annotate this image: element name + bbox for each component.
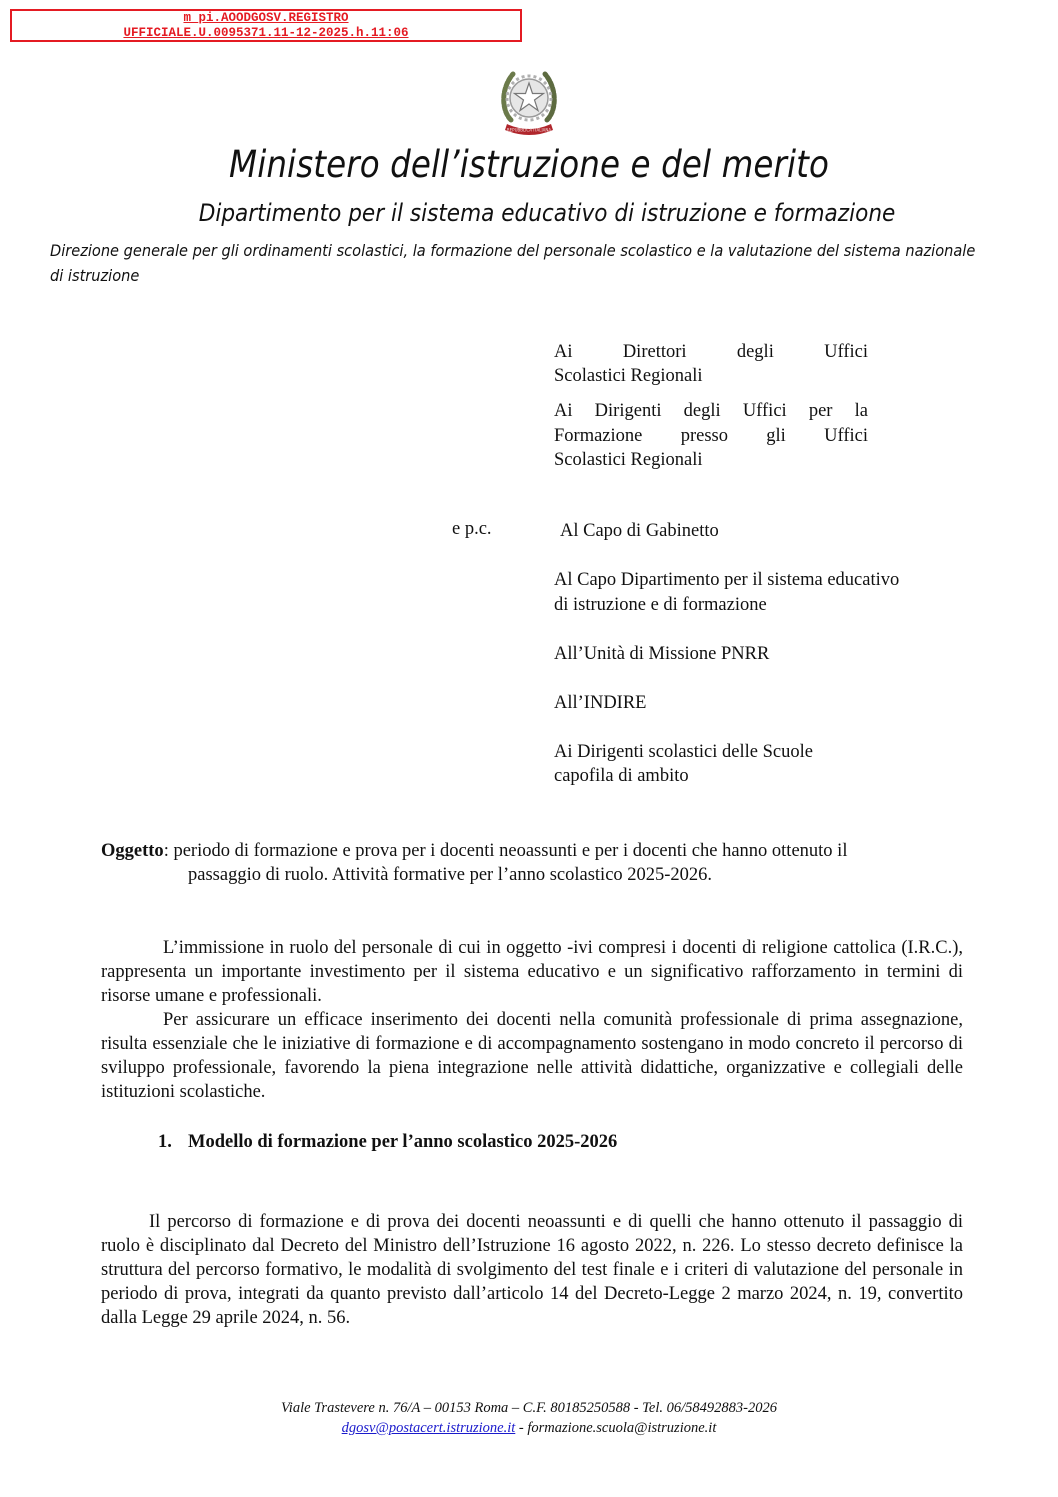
subject-line2: passaggio di ruolo. Attività formative per l’anno scolastico 2025-2026. (188, 865, 713, 885)
intro-paragraph-2: Per assicurare un efficace inserimento dei docenti nella comunità professionale di prima assegnazione, risulta essenziale che le iniziative di formazione e di accompagnamento sostengano in modo concreto il percorso di sviluppo professionale, favorendo la piena integrazione nelle attività didattiche, organizzative e collegiali delle istituzioni scolastiche. (101, 1010, 963, 1102)
cc-recipient-2-line2: di istruzione e di formazione (554, 595, 767, 615)
italian-republic-emblem-icon (497, 62, 561, 138)
directorate-title: Direzione generale per gli ordinamenti scolastici, la formazione del personale scolastico e la valutazione del sistema nazionale di istruzione (50, 241, 976, 285)
recipient-2-line1: Ai Dirigenti degli Uffici per la (554, 401, 868, 421)
footer-address: Viale Trastevere n. 76/A – 00153 Roma – C.F. 80185250588 - Tel. 06/58492883-2026 (281, 1400, 777, 1416)
subject-label: Oggetto (101, 841, 164, 861)
recipient-1-line1: Ai Direttori degli Uffici (554, 342, 868, 362)
protocol-stamp-line2: UFFICIALE.U.0095371.11-12-2025.h.11:06 (123, 26, 409, 40)
footer (0, 1398, 1058, 1438)
section-1-heading (158, 1132, 617, 1153)
cc-recipient-3: All’Unità di Missione PNRR (554, 644, 770, 664)
cc-recipient-5-line1: Ai Dirigenti scolastici delle Scuole (554, 742, 813, 762)
pec-email-link[interactable]: dgosv@postacert.istruzione.it (341, 1420, 516, 1436)
protocol-stamp-line1: m_pi.AOODGOSV.REGISTRO (183, 11, 349, 25)
cc-label: e p.c. (452, 519, 492, 539)
recipient-1-line2: Scolastici Regionali (554, 366, 703, 386)
ministry-title: Ministero dell’istruzione e del merito (229, 143, 829, 186)
footer-separator: - (515, 1420, 528, 1436)
department-title: Dipartimento per il sistema educativo di istruzione e formazione (198, 199, 896, 227)
section-1-paragraph: Il percorso di formazione e di prova dei docenti neoassunti e di quelli che hanno ottenuto il passaggio di ruolo è disciplinato dal Decreto del Ministro dell’Istruzione 16 agosto 2022, n. 226. Lo stesso decreto definisce la struttura del percorso formativo, le modalità di svolgimento del test finale e i criteri di valutazione del personale in periodo di prova, integrati da quanto previsto dall’articolo 14 del Decreto-Legge 2 marzo 2024, n. 19, convertito dalla Legge 29 aprile 2024, n. 56. (101, 1212, 963, 1328)
subject-line1: : periodo di formazione e prova per i docenti neoassunti e per i docenti che hanno ottenuto il (163, 841, 848, 861)
recipient-2-line2: Formazione presso gli Uffici (554, 426, 868, 446)
cc-recipient-2-line1: Al Capo Dipartimento per il sistema educativo (554, 570, 900, 590)
footer-email: formazione.scuola@istruzione.it (527, 1420, 717, 1436)
recipient-2-line3: Scolastici Regionali (554, 450, 703, 470)
cc-recipient-4: All’INDIRE (554, 693, 647, 713)
cc-recipient-1: Al Capo di Gabinetto (560, 521, 719, 541)
subject (101, 839, 961, 887)
protocol-stamp (10, 9, 522, 42)
cc-recipient-5-line2: capofila di ambito (554, 766, 689, 786)
section-1-number: 1. (158, 1132, 172, 1152)
intro-paragraph-1: L’immissione in ruolo del personale di cui in oggetto -ivi compresi i docenti di religione cattolica (I.R.C.), rappresenta un importante investimento per il sistema educativo e un significativo rafforzamento in termini di risorse umane e professionali. (101, 938, 963, 1006)
intro-text (101, 936, 963, 1104)
svg-text:REPUBBLICA ITALIANA: REPUBBLICA ITALIANA (506, 127, 552, 133)
section-1-title: Modello di formazione per l’anno scolastico 2025-2026 (188, 1132, 618, 1152)
section-1-body (101, 1210, 963, 1330)
